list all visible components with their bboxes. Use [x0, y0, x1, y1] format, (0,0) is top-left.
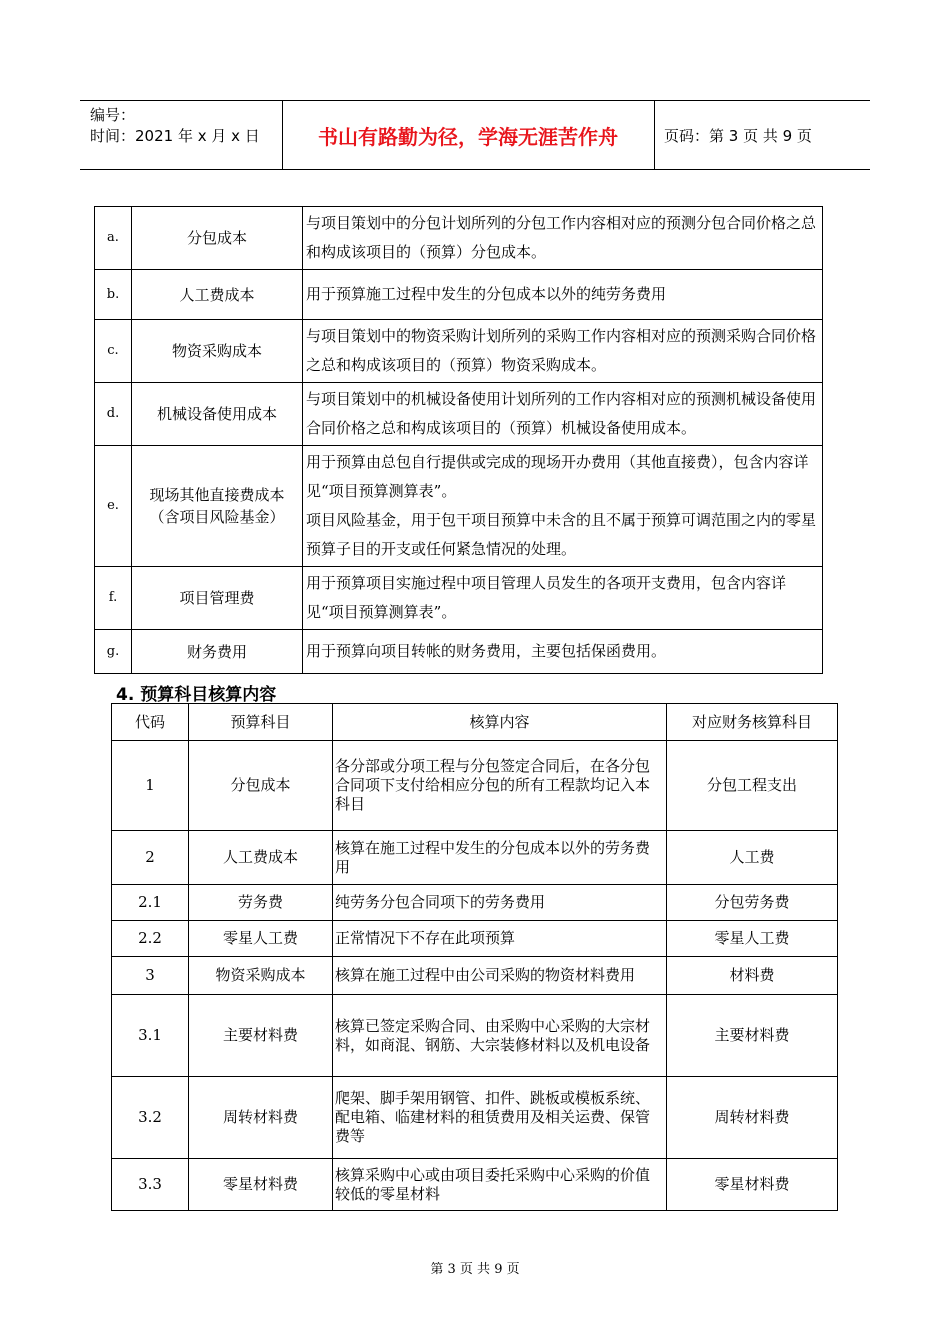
header-meta — [90, 105, 280, 147]
description-paragraph: 用于预算向项目转帐的财务费用，主要包括保函费用。 — [306, 642, 667, 660]
row-account: 材料费 — [667, 957, 838, 995]
header-motto: 书山有路勤为径，学海无涯苦作舟 — [318, 124, 618, 149]
row-description — [303, 270, 823, 320]
row-code: f. — [95, 567, 132, 630]
row-description — [303, 207, 823, 270]
row-cost-name: 机械设备使用成本 — [132, 383, 303, 446]
row-code: c. — [95, 320, 132, 383]
row-content: 各分部或分项工程与分包签定合同后，在各分包合同项下支付给相应分包的所有工程款均记入本科目 — [333, 741, 667, 831]
row-content: 核算在施工过程中由公司采购的物资材料费用 — [333, 957, 667, 995]
table-row — [112, 831, 838, 885]
column-header: 预算科目 — [189, 704, 333, 741]
row-code: 3.1 — [112, 995, 189, 1077]
table-row — [95, 383, 823, 446]
row-code: 3.3 — [112, 1159, 189, 1211]
header-page-number: 页码：第 3 页 共 9 页 — [664, 126, 812, 145]
row-code: g. — [95, 630, 132, 674]
row-subject: 零星材料费 — [189, 1159, 333, 1211]
row-account: 人工费 — [667, 831, 838, 885]
column-header: 代码 — [112, 704, 189, 741]
description-paragraph: 用于预算施工过程中发生的分包成本以外的纯劳务费用 — [306, 285, 667, 303]
row-description — [303, 383, 823, 446]
row-account: 分包工程支出 — [667, 741, 838, 831]
row-code: b. — [95, 270, 132, 320]
row-account: 周转材料费 — [667, 1077, 838, 1159]
row-subject: 周转材料费 — [189, 1077, 333, 1159]
table-row — [95, 270, 823, 320]
row-code: 3.2 — [112, 1077, 189, 1159]
row-cost-name: 分包成本 — [132, 207, 303, 270]
table-row — [112, 885, 838, 921]
row-cost-name: 财务费用 — [132, 630, 303, 674]
row-code: 3 — [112, 957, 189, 995]
row-code: a. — [95, 207, 132, 270]
table-header-row — [112, 704, 838, 741]
document-number-label: 编号： — [90, 106, 136, 124]
row-content: 纯劳务分包合同项下的劳务费用 — [333, 885, 667, 921]
row-cost-name: 物资采购成本 — [132, 320, 303, 383]
row-account: 分包劳务费 — [667, 885, 838, 921]
description-paragraph: 与项目策划中的机械设备使用计划所列的工作内容相对应的预测机械设备使用合同价格之总和构成该项目的（预算）机械设备使用成本。 — [306, 390, 817, 437]
description-paragraph: 用于预算由总包自行提供或完成的现场开办费用（其他直接费），包含内容详见“项目预算测算表”。 — [306, 453, 809, 500]
budget-account-table — [111, 703, 838, 1211]
row-cost-name: 项目管理费 — [132, 567, 303, 630]
section-title: 4. 预算科目核算内容 — [116, 685, 277, 705]
document-date-label: 时间：2021 年 x 月 x 日 — [90, 127, 260, 145]
row-subject: 物资采购成本 — [189, 957, 333, 995]
table-row — [95, 567, 823, 630]
row-content: 核算已签定采购合同、由采购中心采购的大宗材料，如商混、钢筋、大宗装修材料以及机电设备 — [333, 995, 667, 1077]
row-description — [303, 446, 823, 567]
row-subject: 分包成本 — [189, 741, 333, 831]
cost-definition-table — [94, 206, 823, 674]
row-account: 零星材料费 — [667, 1159, 838, 1211]
row-content: 正常情况下不存在此项预算 — [333, 921, 667, 957]
row-code: 2.2 — [112, 921, 189, 957]
row-code: d. — [95, 383, 132, 446]
row-code: 2 — [112, 831, 189, 885]
row-content: 核算在施工过程中发生的分包成本以外的劳务费用 — [333, 831, 667, 885]
row-description — [303, 567, 823, 630]
row-subject: 零星人工费 — [189, 921, 333, 957]
table-row — [95, 320, 823, 383]
table-row — [95, 446, 823, 567]
table-row — [112, 1159, 838, 1211]
description-paragraph: 与项目策划中的物资采购计划所列的采购工作内容相对应的预测采购合同价格之总和构成该项目的（预算）物资采购成本。 — [306, 327, 817, 374]
row-content: 核算采购中心或由项目委托采购中心采购的价值较低的零星材料 — [333, 1159, 667, 1211]
row-description — [303, 630, 823, 674]
row-description — [303, 320, 823, 383]
row-account: 主要材料费 — [667, 995, 838, 1077]
table-row — [95, 207, 823, 270]
table-row — [112, 921, 838, 957]
row-subject: 劳务费 — [189, 885, 333, 921]
table-row — [112, 957, 838, 995]
table-row — [112, 741, 838, 831]
description-paragraph: 与项目策划中的分包计划所列的分包工作内容相对应的预测分包合同价格之总和构成该项目的（预算）分包成本。 — [306, 214, 817, 261]
table-row — [112, 995, 838, 1077]
row-code: 2.1 — [112, 885, 189, 921]
row-subject: 人工费成本 — [189, 831, 333, 885]
page-header — [80, 100, 870, 170]
column-header: 核算内容 — [333, 704, 667, 741]
header-divider — [654, 101, 655, 169]
description-paragraph: 用于预算项目实施过程中项目管理人员发生的各项开支费用，包含内容详见“项目预算测算表”。 — [306, 574, 787, 621]
row-subject: 主要材料费 — [189, 995, 333, 1077]
page-footer: 第 3 页 共 9 页 — [430, 1262, 520, 1277]
row-cost-name: 人工费成本 — [132, 270, 303, 320]
table-row — [112, 1077, 838, 1159]
column-header: 对应财务核算科目 — [667, 704, 838, 741]
table-row — [95, 630, 823, 674]
description-paragraph: 项目风险基金，用于包干项目预算中未含的且不属于预算可调范围之内的零星预算子目的开支或任何紧急情况的处理。 — [306, 511, 817, 558]
row-account: 零星人工费 — [667, 921, 838, 957]
row-content: 爬架、脚手架用钢管、扣件、跳板或模板系统、配电箱、临建材料的租赁费用及相关运费、保管费等 — [333, 1077, 667, 1159]
row-code: 1 — [112, 741, 189, 831]
row-code: e. — [95, 446, 132, 567]
row-cost-name: 现场其他直接费成本（含项目风险基金） — [132, 446, 303, 567]
